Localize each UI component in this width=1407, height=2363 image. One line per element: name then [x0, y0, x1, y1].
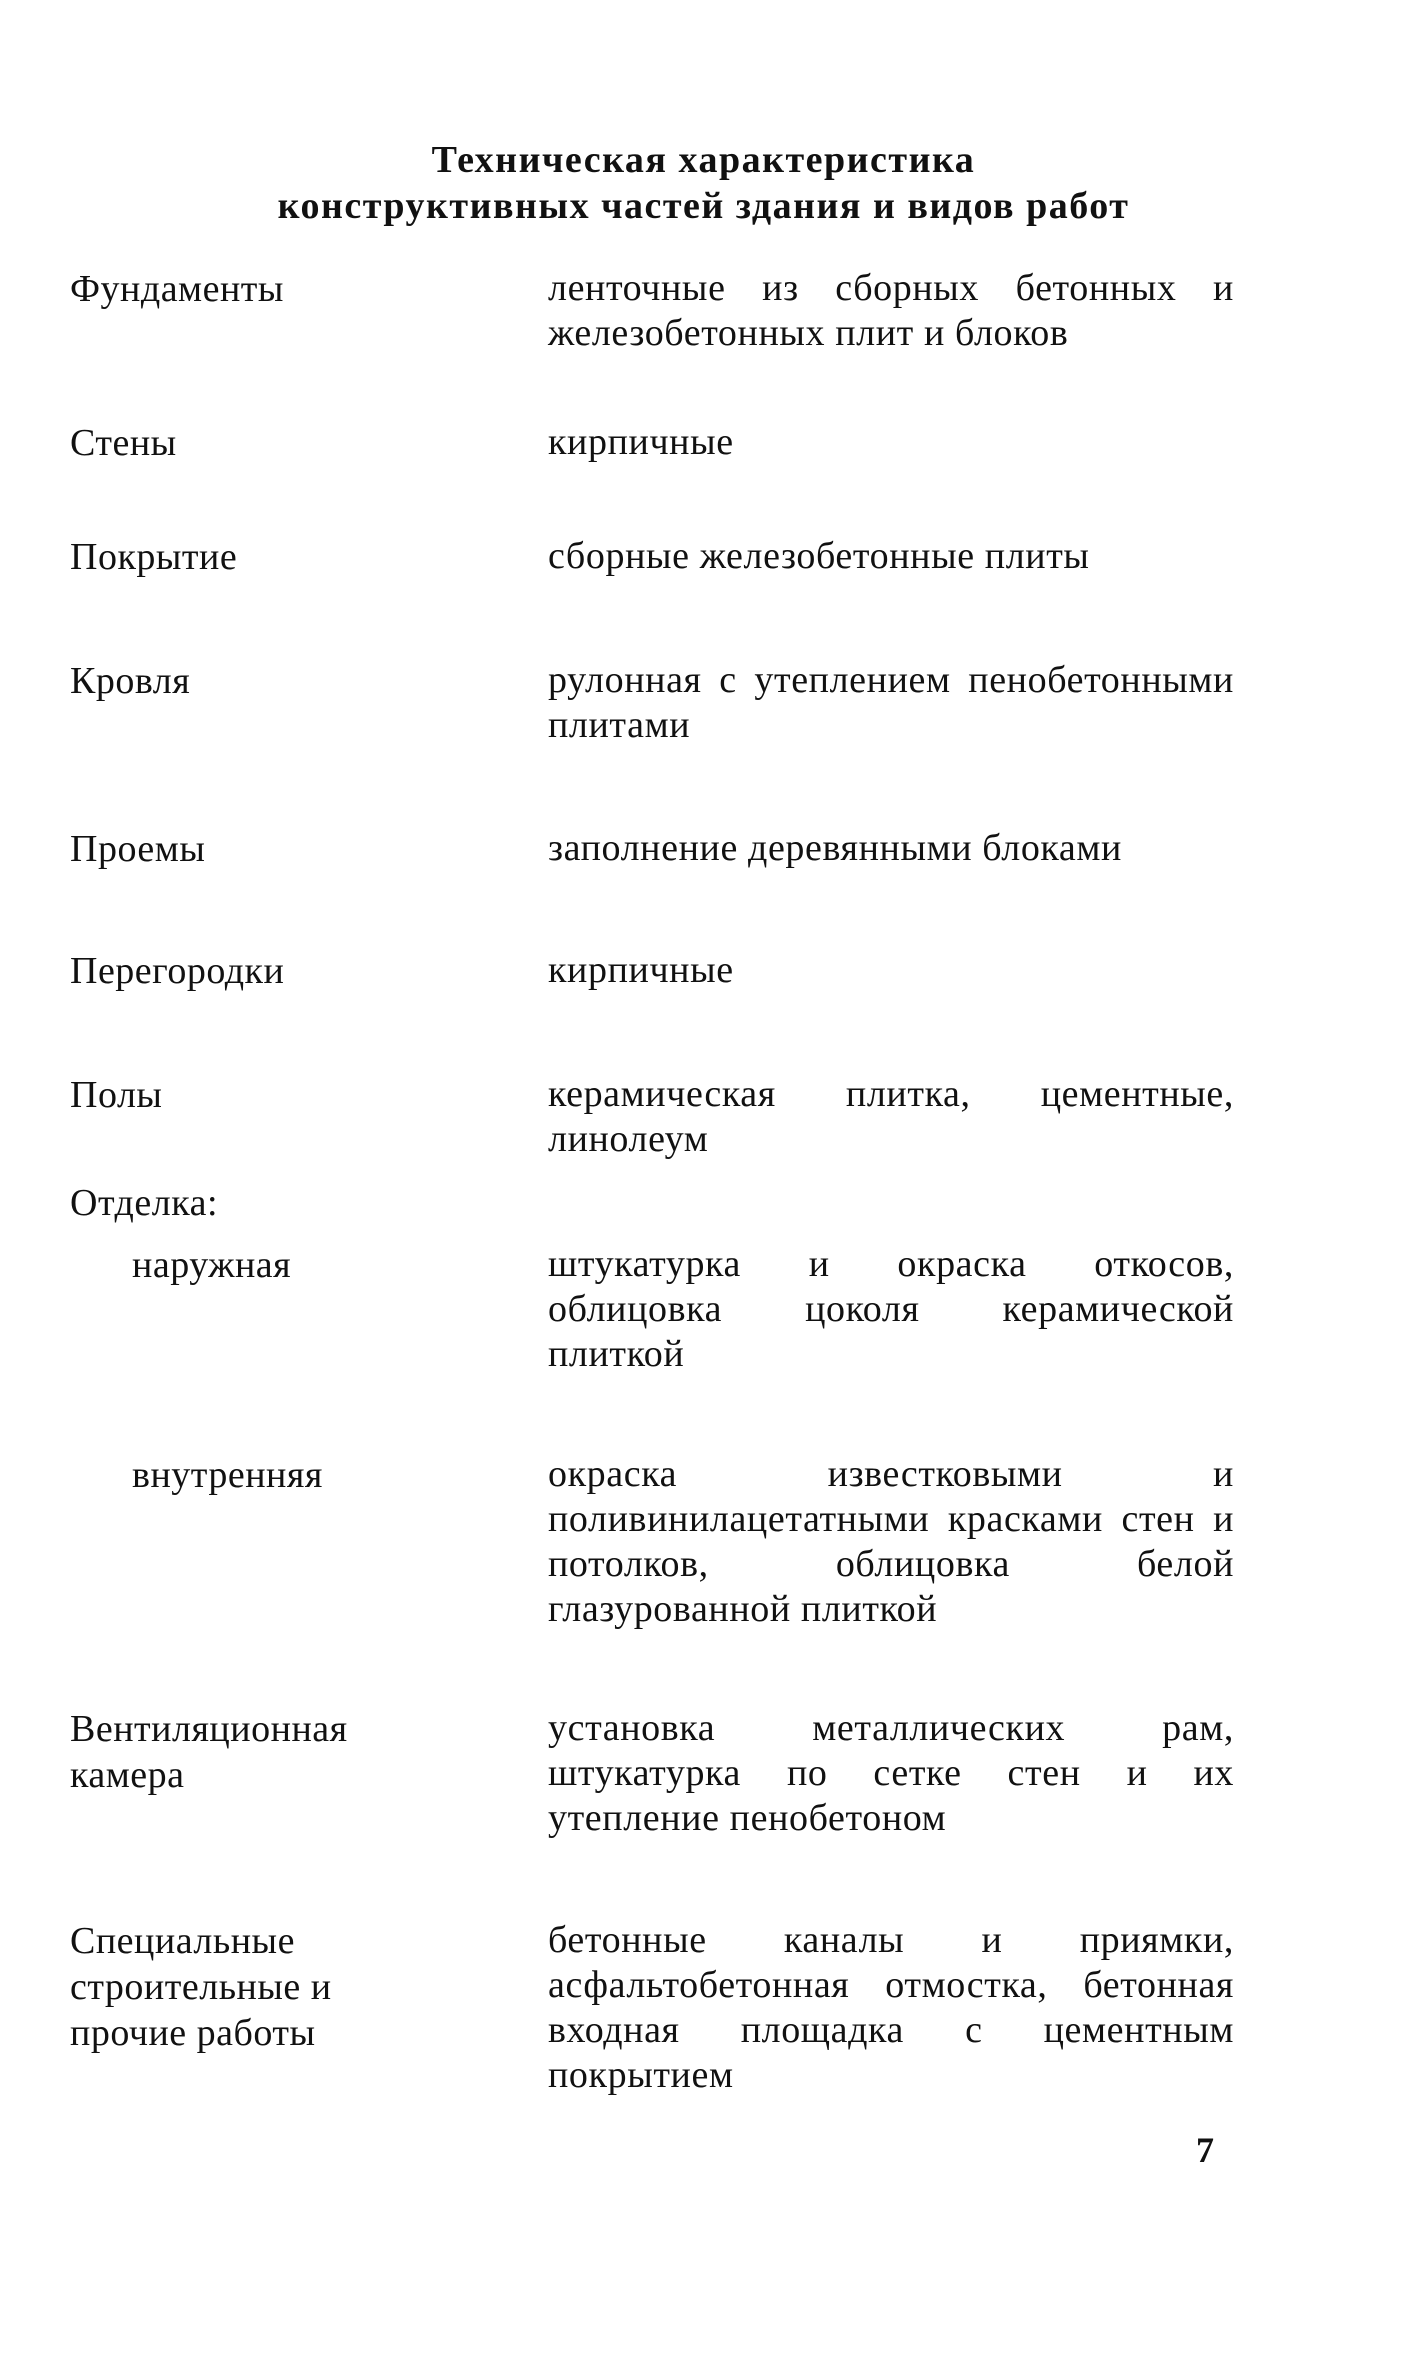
spec-label: Вентиляционная камера	[70, 1708, 348, 1796]
spec-label: наружная	[132, 1244, 292, 1286]
spec-value: штукатурка и окраска откосов, облицовка цоколя керамической плиткой	[548, 1243, 1234, 1375]
spec-value: кирпичные	[548, 421, 734, 463]
page-title-line-2: конструктивных частей здания и видов работ	[277, 185, 1130, 227]
spec-value: ленточные из сборных бетонных и железобетонных плит и блоков	[548, 267, 1234, 354]
spec-label: Покрытие	[70, 536, 238, 578]
spec-label: Кровля	[70, 660, 191, 702]
spec-value: заполнение деревянными блоками	[548, 827, 1122, 869]
page-title-line-1: Техническая характеристика	[431, 139, 976, 181]
spec-value: рулонная с утеплением пенобетонными плитами	[548, 659, 1234, 746]
spec-label: Фундаменты	[70, 268, 284, 310]
spec-value: установка металлических рам, штукатурка по сетке стен и их утепление пенобетоном	[548, 1707, 1234, 1839]
finish-heading: Отделка:	[70, 1182, 219, 1224]
spec-label: внутренняя	[132, 1454, 323, 1496]
spec-label: Полы	[70, 1074, 163, 1116]
page-number: 7	[1196, 2130, 1214, 2170]
spec-label: Проемы	[70, 828, 206, 870]
spec-value: бетонные каналы и приямки, асфальтобетонная отмостка, бетонная входная площадка с цементным покрытием	[548, 1919, 1234, 2096]
spec-value: керамическая плитка, цементные, линолеум	[548, 1073, 1234, 1160]
spec-value: окраска известковыми и поливинилацетатными красками стен и потолков, облицовка белой глазурованной плиткой	[548, 1453, 1234, 1630]
spec-value: сборные железобетонные плиты	[548, 535, 1090, 577]
spec-value: кирпичные	[548, 949, 734, 991]
spec-label: Стены	[70, 422, 177, 464]
spec-label: Специальные строительные и прочие работы	[70, 1920, 332, 2054]
spec-label: Перегородки	[70, 950, 285, 992]
